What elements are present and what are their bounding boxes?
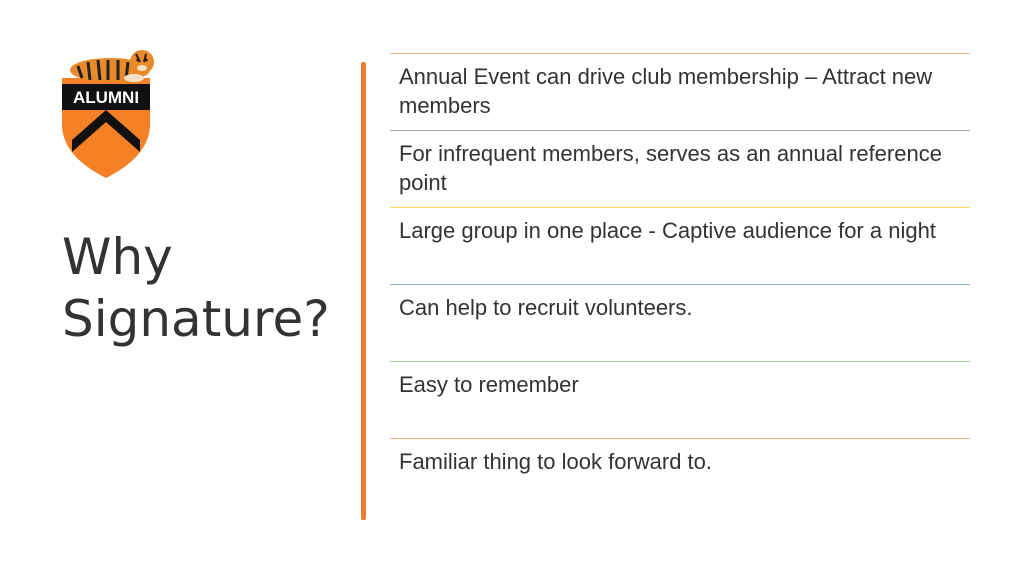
tiger-shield-icon [58,44,154,180]
title-line-1: Why [62,228,173,286]
alumni-logo [58,44,154,180]
slide-title [62,226,330,350]
accent-divider [361,62,366,520]
list-item: Can help to recruit volunteers. [390,284,970,361]
list-item: Familiar thing to look forward to. [390,438,970,515]
title-line-2: Signature? [62,290,330,348]
reason-list [390,53,970,515]
logo-text: ALUMNI [72,88,140,107]
list-item: For infrequent members, serves as an annual reference point [390,130,970,207]
list-item: Large group in one place - Captive audience for a night [390,207,970,284]
list-item: Annual Event can drive club membership – Attract new members [390,53,970,130]
list-item: Easy to remember [390,361,970,438]
